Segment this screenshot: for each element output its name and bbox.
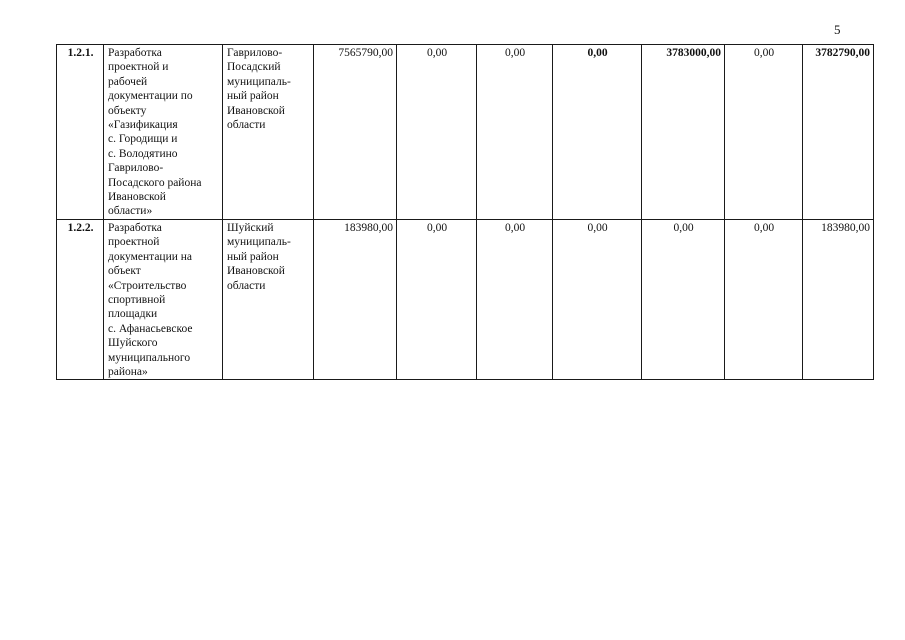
project-name-line: района» (108, 366, 148, 379)
value-cell: 7565790,00 (314, 45, 397, 220)
value-cell: 0,00 (553, 220, 642, 380)
project-name (104, 220, 223, 380)
table-row (57, 220, 874, 380)
value-cell: 3782790,00 (803, 45, 874, 220)
project-name-line: проектной и (108, 61, 169, 74)
project-name-line: Посадского района (108, 176, 202, 189)
district-line: ный район (227, 250, 279, 263)
district-line: муниципаль- (227, 236, 291, 249)
district-line: Шуйский (227, 222, 274, 234)
district-line: Гаврилово- (227, 47, 283, 59)
table-row (57, 45, 874, 220)
project-name-line: объекту (108, 104, 147, 117)
district-line: ный район (227, 90, 279, 103)
project-name-line: Разработка (108, 47, 162, 59)
district-line: Ивановской (227, 104, 285, 117)
project-name-line: «Строительство (108, 279, 187, 292)
value-cell: 0,00 (477, 45, 553, 220)
project-name-line: Ивановской (108, 191, 166, 204)
district (223, 45, 314, 220)
row-number: 1.2.1. (57, 45, 104, 220)
district-line: муниципаль- (227, 75, 291, 88)
value-cell: 0,00 (553, 45, 642, 220)
value-cell: 183980,00 (314, 220, 397, 380)
project-name-line: рабочей (108, 75, 148, 88)
district (223, 220, 314, 380)
project-name-line: Гаврилово- (108, 162, 164, 175)
project-name-line: «Газификация (108, 119, 178, 132)
project-name-line: с. Афанасьевское (108, 322, 193, 335)
project-name-line: с. Городищи и (108, 133, 178, 146)
district-line: Ивановской (227, 265, 285, 278)
project-name-line: документации на (108, 250, 193, 263)
project-name-line: муниципального (108, 351, 191, 364)
value-cell: 3783000,00 (642, 45, 725, 220)
project-name-line: объект (108, 265, 141, 278)
project-name-line: с. Володятино (108, 147, 178, 160)
value-cell: 183980,00 (803, 220, 874, 380)
value-cell: 0,00 (725, 45, 803, 220)
page-number: 5 (834, 22, 841, 37)
project-name-line: спортивной (108, 294, 166, 307)
project-name-line: Разработка (108, 222, 162, 234)
project-name-line: документации по (108, 90, 193, 103)
project-name (104, 45, 223, 220)
project-name-line: Шуйского (108, 337, 158, 350)
district-line: Посадский (227, 61, 281, 74)
value-cell: 0,00 (725, 220, 803, 380)
value-cell: 0,00 (397, 45, 477, 220)
district-line: области (227, 279, 266, 292)
value-cell: 0,00 (397, 220, 477, 380)
district-line: области (227, 119, 266, 132)
value-cell: 0,00 (642, 220, 725, 380)
budget-table (56, 44, 874, 380)
value-cell: 0,00 (477, 220, 553, 380)
project-name-line: площадки (108, 308, 158, 321)
row-number: 1.2.2. (57, 220, 104, 380)
project-name-line: области» (108, 205, 153, 218)
project-name-line: проектной (108, 236, 160, 249)
